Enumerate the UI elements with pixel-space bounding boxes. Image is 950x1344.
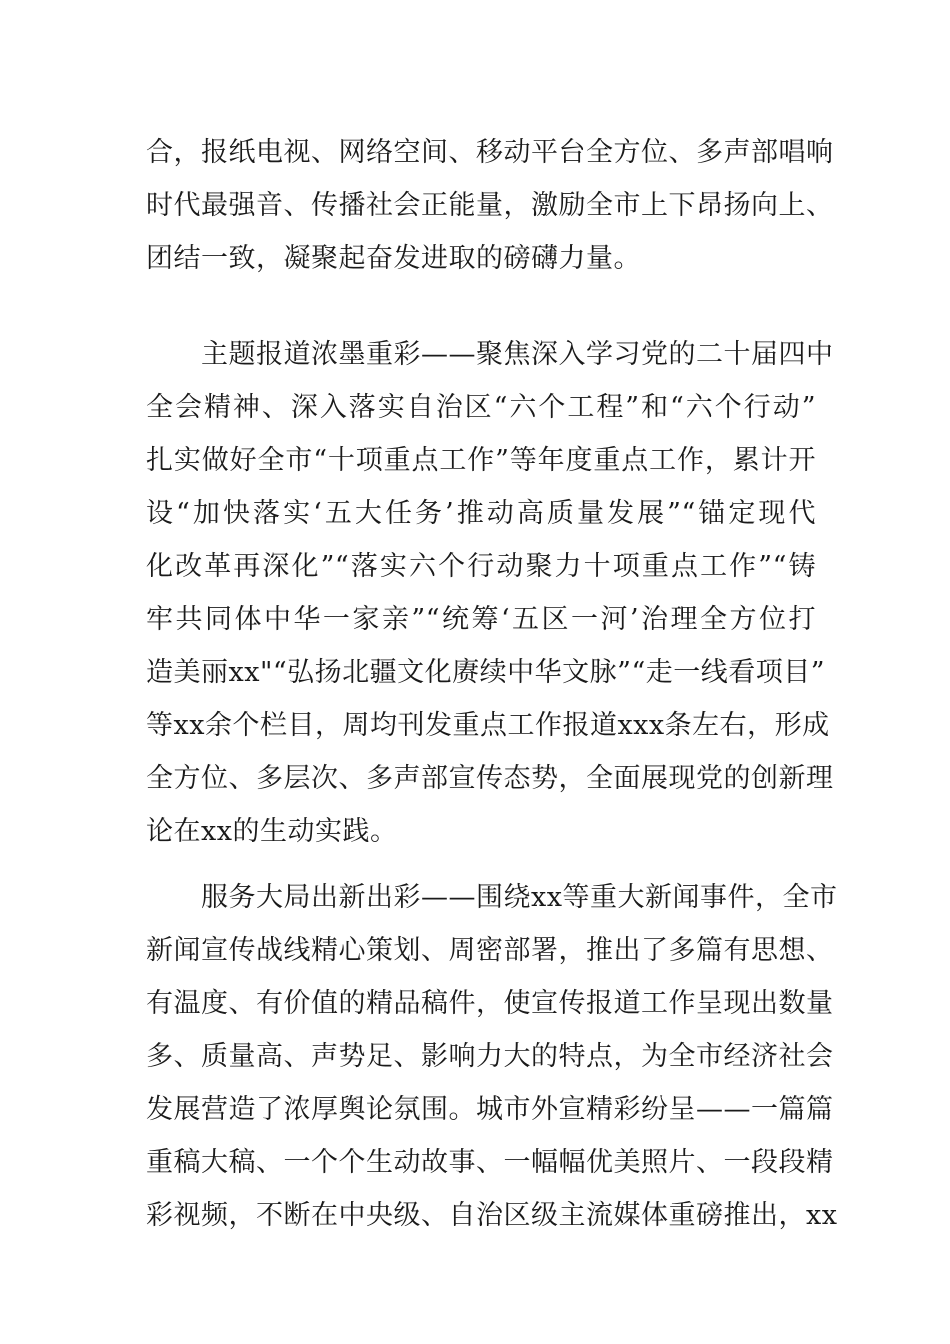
text-line: 合，报纸电视、网络空间、移动平台全方位、多声部唱响 <box>146 137 834 168</box>
text-line: 扎实做好全市“十项重点工作”等年度重点工作，累计开 <box>146 445 816 476</box>
text-line: 新闻宣传战线精心策划、周密部署，推出了多篇有思想、 <box>146 935 834 966</box>
text-line: 重稿大稿、一个个生动故事、一幅幅优美照片、一段段精 <box>146 1147 834 1178</box>
paragraph-1 <box>146 126 834 285</box>
text-line: 服务大局出新出彩——围绕xx等重大新闻事件，全市 <box>146 882 838 913</box>
paragraph-3 <box>146 871 838 1242</box>
text-line: 全会精神、深入落实自治区“六个工程”和“六个行动” <box>146 392 816 423</box>
text-line: 论在xx的生动实践。 <box>146 816 398 847</box>
text-line: 设“加快落实‘五大任务’推动高质量发展”“锚定现代 <box>146 498 816 529</box>
text-line: 全方位、多层次、多声部宣传态势，全面展现党的创新理 <box>146 763 834 794</box>
text-line: 彩视频，不断在中央级、自治区级主流媒体重磅推出，xx <box>146 1200 838 1231</box>
text-line: 时代最强音、传播社会正能量，激励全市上下昂扬向上、 <box>146 190 834 221</box>
text-line: 团结一致，凝聚起奋发进取的磅礴力量。 <box>146 243 641 274</box>
paragraph-2 <box>146 328 834 858</box>
text-line: 多、质量高、声势足、影响力大的特点，为全市经济社会 <box>146 1041 834 1072</box>
text-line: 主题报道浓墨重彩——聚焦深入学习党的二十届四中 <box>146 339 834 370</box>
text-line: 有温度、有价值的精品稿件，使宣传报道工作呈现出数量 <box>146 988 834 1019</box>
text-line: 化改革再深化”“落实六个行动聚力十项重点工作”“铸 <box>146 551 816 582</box>
text-line: 造美丽xx"“弘扬北疆文化赓续中华文脉”“走一线看项目” <box>146 657 826 688</box>
text-line: 等xx余个栏目，周均刊发重点工作报道xxx条左右，形成 <box>146 710 830 741</box>
text-line: 牢共同体中华一家亲”“统筹‘五区一河’治理全方位打 <box>146 604 816 635</box>
text-line: 发展营造了浓厚舆论氛围。城市外宣精彩纷呈——一篇篇 <box>146 1094 834 1125</box>
